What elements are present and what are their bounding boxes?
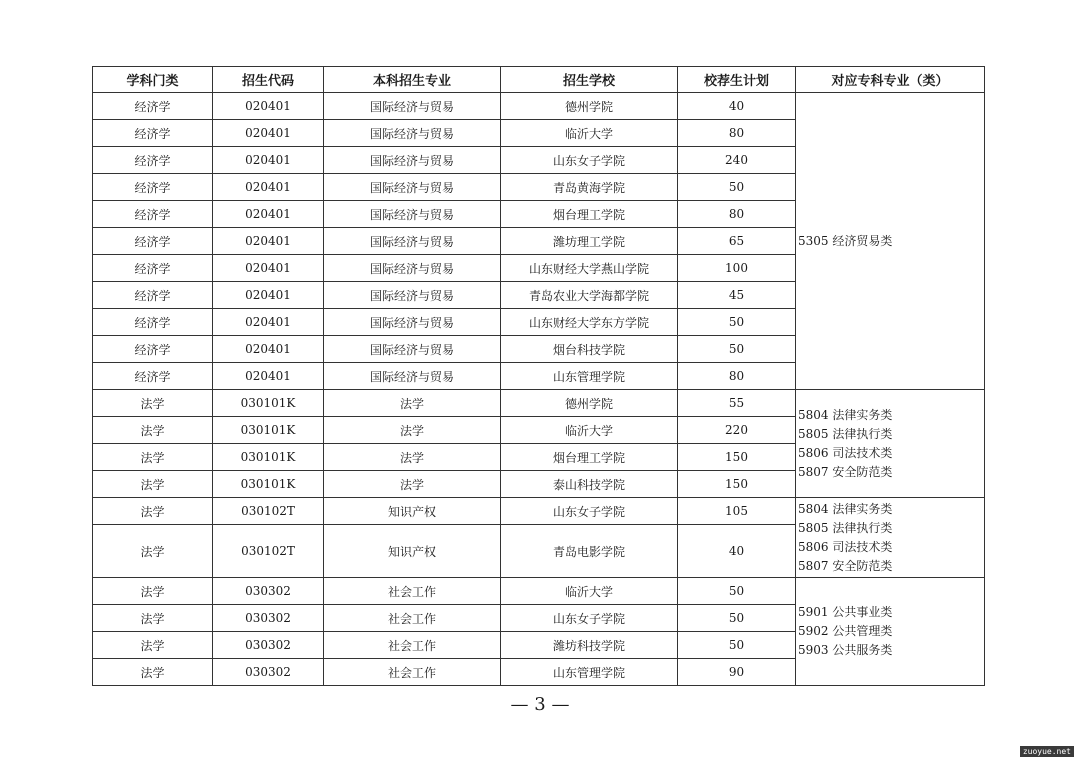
code-cell: 020401: [213, 120, 324, 147]
code-cell: 020401: [213, 228, 324, 255]
major-cell: 知识产权: [324, 498, 501, 525]
school-cell: 临沂大学: [501, 578, 678, 605]
vocational-major-line: 5805 法律执行类: [798, 520, 893, 535]
vocational-major-cell: [796, 93, 985, 390]
school-cell: 烟台理工学院: [501, 444, 678, 471]
major-cell: 社会工作: [324, 632, 501, 659]
category-cell: 经济学: [93, 363, 213, 390]
category-cell: 法学: [93, 498, 213, 525]
plan-cell: 80: [678, 120, 796, 147]
major-cell: 国际经济与贸易: [324, 201, 501, 228]
major-cell: 法学: [324, 444, 501, 471]
major-cell: 国际经济与贸易: [324, 174, 501, 201]
school-cell: 德州学院: [501, 93, 678, 120]
header-cell-major: 本科招生专业: [324, 67, 501, 93]
plan-cell: 100: [678, 255, 796, 282]
vocational-major-line: 5807 安全防范类: [798, 464, 893, 479]
major-cell: 国际经济与贸易: [324, 282, 501, 309]
code-cell: 030102T: [213, 525, 324, 578]
vocational-major-line: 5806 司法技术类: [798, 539, 893, 554]
plan-cell: 55: [678, 390, 796, 417]
table-row: [93, 498, 985, 525]
table-row: [93, 578, 985, 605]
school-cell: 烟台科技学院: [501, 336, 678, 363]
vocational-major-line: 5305 经济贸易类: [798, 233, 893, 248]
major-cell: 法学: [324, 390, 501, 417]
vocational-major-line: 5805 法律执行类: [798, 426, 893, 441]
vocational-major-cell: [796, 390, 985, 498]
category-cell: 经济学: [93, 255, 213, 282]
category-cell: 经济学: [93, 147, 213, 174]
school-cell: 山东财经大学东方学院: [501, 309, 678, 336]
plan-cell: 65: [678, 228, 796, 255]
major-cell: 国际经济与贸易: [324, 336, 501, 363]
vocational-major-line: 5804 法律实务类: [798, 407, 893, 422]
vocational-major-cell: [796, 498, 985, 578]
code-cell: 030101K: [213, 390, 324, 417]
vocational-major-line: 5901 公共事业类: [798, 605, 893, 619]
code-cell: 020401: [213, 93, 324, 120]
plan-cell: 150: [678, 471, 796, 498]
plan-cell: 150: [678, 444, 796, 471]
major-cell: 知识产权: [324, 525, 501, 578]
code-cell: 030101K: [213, 471, 324, 498]
major-cell: 国际经济与贸易: [324, 120, 501, 147]
category-cell: 法学: [93, 444, 213, 471]
school-cell: 临沂大学: [501, 417, 678, 444]
plan-cell: 50: [678, 336, 796, 363]
enrollment-plan-table: [92, 66, 985, 686]
code-cell: 030101K: [213, 417, 324, 444]
school-cell: 烟台理工学院: [501, 201, 678, 228]
code-cell: 020401: [213, 336, 324, 363]
plan-cell: 40: [678, 525, 796, 578]
major-cell: 国际经济与贸易: [324, 255, 501, 282]
code-cell: 030302: [213, 605, 324, 632]
plan-cell: 240: [678, 147, 796, 174]
major-cell: 国际经济与贸易: [324, 363, 501, 390]
plan-cell: 50: [678, 174, 796, 201]
category-cell: 经济学: [93, 201, 213, 228]
code-cell: 030302: [213, 659, 324, 686]
category-cell: 经济学: [93, 174, 213, 201]
school-cell: 临沂大学: [501, 120, 678, 147]
major-cell: 社会工作: [324, 659, 501, 686]
code-cell: 020401: [213, 147, 324, 174]
plan-cell: 50: [678, 605, 796, 632]
school-cell: 山东管理学院: [501, 363, 678, 390]
school-cell: 山东女子学院: [501, 605, 678, 632]
major-cell: 法学: [324, 417, 501, 444]
category-cell: 经济学: [93, 93, 213, 120]
watermark: zuoyue.net: [1020, 746, 1074, 757]
header-cell-plan: 校荐生计划: [678, 67, 796, 93]
school-cell: 潍坊科技学院: [501, 632, 678, 659]
code-cell: 030101K: [213, 444, 324, 471]
vocational-major-line: 5903 公共服务类: [798, 643, 893, 657]
plan-cell: 50: [678, 632, 796, 659]
category-cell: 经济学: [93, 228, 213, 255]
school-cell: 山东财经大学燕山学院: [501, 255, 678, 282]
school-cell: 山东女子学院: [501, 498, 678, 525]
table-row: [93, 93, 985, 120]
vocational-major-line: 5806 司法技术类: [798, 445, 893, 460]
plan-cell: 80: [678, 363, 796, 390]
code-cell: 030102T: [213, 498, 324, 525]
code-cell: 020401: [213, 201, 324, 228]
plan-cell: 105: [678, 498, 796, 525]
school-cell: 德州学院: [501, 390, 678, 417]
category-cell: 经济学: [93, 336, 213, 363]
major-cell: 社会工作: [324, 605, 501, 632]
code-cell: 020401: [213, 174, 324, 201]
code-cell: 020401: [213, 282, 324, 309]
category-cell: 法学: [93, 471, 213, 498]
plan-cell: 50: [678, 578, 796, 605]
major-cell: 国际经济与贸易: [324, 147, 501, 174]
category-cell: 法学: [93, 632, 213, 659]
plan-cell: 80: [678, 201, 796, 228]
plan-cell: 220: [678, 417, 796, 444]
plan-cell: 90: [678, 659, 796, 686]
table-row: [93, 390, 985, 417]
school-cell: 山东女子学院: [501, 147, 678, 174]
header-cell-school: 招生学校: [501, 67, 678, 93]
school-cell: 青岛电影学院: [501, 525, 678, 578]
header-cell-vocational-major: 对应专科专业（类）: [796, 67, 985, 93]
plan-cell: 50: [678, 309, 796, 336]
category-cell: 法学: [93, 578, 213, 605]
plan-cell: 40: [678, 93, 796, 120]
category-cell: 法学: [93, 605, 213, 632]
category-cell: 经济学: [93, 120, 213, 147]
category-cell: 法学: [93, 390, 213, 417]
code-cell: 020401: [213, 255, 324, 282]
code-cell: 030302: [213, 632, 324, 659]
major-cell: 国际经济与贸易: [324, 93, 501, 120]
header-row: [93, 67, 985, 93]
category-cell: 法学: [93, 417, 213, 444]
code-cell: 020401: [213, 363, 324, 390]
vocational-major-line: 5902 公共管理类: [798, 624, 893, 638]
vocational-major-line: 5807 安全防范类: [798, 558, 893, 573]
vocational-major-cell: [796, 578, 985, 686]
major-cell: 法学: [324, 471, 501, 498]
school-cell: 潍坊理工学院: [501, 228, 678, 255]
category-cell: 法学: [93, 525, 213, 578]
plan-cell: 45: [678, 282, 796, 309]
code-cell: 030302: [213, 578, 324, 605]
school-cell: 青岛农业大学海都学院: [501, 282, 678, 309]
school-cell: 泰山科技学院: [501, 471, 678, 498]
school-cell: 青岛黄海学院: [501, 174, 678, 201]
school-cell: 山东管理学院: [501, 659, 678, 686]
code-cell: 020401: [213, 309, 324, 336]
page-number: — 3 —: [510, 694, 570, 715]
major-cell: 国际经济与贸易: [324, 309, 501, 336]
header-cell-code: 招生代码: [213, 67, 324, 93]
major-cell: 社会工作: [324, 578, 501, 605]
header-cell-category: 学科门类: [93, 67, 213, 93]
vocational-major-line: 5804 法律实务类: [798, 501, 893, 516]
category-cell: 经济学: [93, 282, 213, 309]
major-cell: 国际经济与贸易: [324, 228, 501, 255]
category-cell: 经济学: [93, 309, 213, 336]
category-cell: 法学: [93, 659, 213, 686]
